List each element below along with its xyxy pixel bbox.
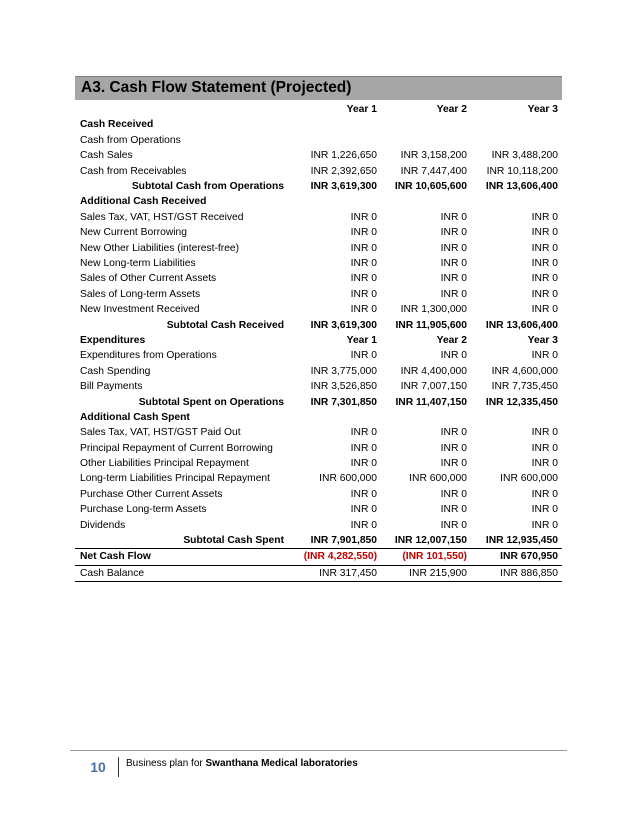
row-value: INR 0 [531,350,558,362]
row-value: INR 0 [440,288,467,300]
table-row [75,487,562,502]
table-row [75,302,562,317]
row-label: New Other Liabilities (interest-free) [80,242,240,254]
empty-cells [288,117,562,132]
row-label: New Investment Received [80,304,200,316]
row-value: INR 3,775,000 [310,365,377,377]
row-value: INR 0 [440,504,467,516]
table-row [75,348,562,363]
row-value: INR 0 [531,211,558,223]
table-row [75,210,562,225]
table-row [75,194,562,209]
row-value: INR 0 [440,427,467,439]
row-value: INR 7,301,850 [310,396,377,408]
table-row [75,148,562,163]
row-value: INR 600,000 [319,473,377,485]
row-value: INR 0 [440,519,467,531]
row-label: Subtotal Cash Spent [183,535,284,547]
footer-divider [70,750,567,751]
cash-flow-table-body [75,102,562,582]
row-value: INR 0 [350,504,377,516]
row-value: (INR 4,282,550) [288,549,381,565]
row-value: INR 7,007,150 [400,381,467,393]
row-value: INR 0 [350,427,377,439]
row-label: Long-term Liabilities Principal Repayment [80,473,271,485]
row-value: INR 0 [440,258,467,269]
table-row [75,256,562,271]
row-label: Additional Cash Received [80,196,207,208]
row-value: INR 12,335,450 [485,396,558,408]
row-value: INR 600,000 [500,473,558,485]
empty-cells [288,133,562,148]
row-label: Subtotal Cash Received [166,319,284,331]
row-value: INR 0 [350,258,377,269]
row-value: INR 12,007,150 [394,535,467,547]
row-label: Cash Received [80,119,154,131]
table-row [75,518,562,533]
row-label: Sales Tax, VAT, HST/GST Received [80,211,244,223]
table-row [75,179,562,194]
row-label: Purchase Other Current Assets [80,488,223,500]
row-value: INR 0 [531,488,558,500]
row-value: INR 0 [531,227,558,239]
row-value: INR 0 [531,304,558,316]
row-value: INR 3,619,300 [310,319,377,331]
row-value: INR 0 [531,458,558,470]
table-row [75,225,562,240]
table-row [75,471,562,486]
year-header: Year 1 [346,104,377,116]
table-row [75,133,562,148]
table-row [75,502,562,517]
table-row [75,549,562,565]
row-value: INR 0 [350,488,377,500]
table-row [75,394,562,409]
header-spacer [75,102,288,117]
page-title: A3. Cash Flow Statement (Projected) [81,79,352,96]
row-value: INR 4,600,000 [491,365,558,377]
table-row [75,241,562,256]
row-label: Sales Tax, VAT, HST/GST Paid Out [80,427,241,439]
row-value: (INR 101,550) [381,549,471,565]
footer-text [126,758,358,769]
row-value: INR 1,300,000 [400,304,467,316]
row-value: INR 7,735,450 [491,381,558,393]
row-value: INR 0 [440,227,467,239]
row-value: Year 2 [436,334,467,346]
table-row [75,533,562,549]
row-value: INR 0 [531,427,558,439]
empty-cells [288,194,562,209]
row-label: Cash Balance [75,565,288,581]
row-label: Subtotal Cash from Operations [131,181,284,193]
row-value: INR 0 [531,519,558,531]
row-value: Year 3 [527,334,558,346]
row-value: INR 0 [531,242,558,254]
row-value: INR 0 [440,211,467,223]
table-row [75,317,562,332]
row-value: INR 3,526,850 [310,381,377,393]
row-value: INR 0 [350,242,377,254]
row-value: INR 3,619,300 [310,181,377,193]
row-label: Purchase Long-term Assets [80,504,207,516]
row-value: INR 10,605,600 [394,181,467,193]
table-row [75,271,562,286]
row-value: INR 1,226,650 [310,150,377,162]
row-value: INR 215,900 [381,565,471,581]
row-value: INR 600,000 [409,473,467,485]
row-value: INR 0 [440,442,467,454]
row-value: INR 0 [350,519,377,531]
row-value: INR 12,935,450 [485,535,558,547]
table-row [75,287,562,302]
row-value: INR 4,400,000 [400,365,467,377]
row-value: INR 0 [531,258,558,269]
table-row [75,410,562,425]
footer-company: Swanthana Medical laboratories [205,758,358,769]
row-value: INR 0 [440,273,467,285]
row-label: Expenditures [80,334,146,346]
row-value: INR 13,606,400 [485,181,558,193]
row-value: Year 1 [346,334,377,346]
row-label: New Long-term Liabilities [80,258,196,269]
row-value: INR 0 [350,227,377,239]
table-row [75,565,562,581]
table-row [75,164,562,179]
row-label: New Current Borrowing [80,227,188,239]
row-value: INR 0 [440,458,467,470]
footer-prefix: Business plan for [126,758,206,769]
row-value: INR 3,488,200 [491,150,558,162]
row-value: INR 0 [350,458,377,470]
row-value: INR 11,905,600 [395,319,467,331]
year-header-row [75,102,562,117]
row-value: INR 7,901,850 [310,535,377,547]
row-value: INR 0 [350,211,377,223]
row-label: Bill Payments [80,381,143,393]
row-label: Dividends [80,519,126,531]
row-label: Cash from Receivables [80,165,187,177]
table-row [75,333,562,348]
row-label: Net Cash Flow [75,549,288,565]
row-value: INR 0 [350,304,377,316]
table-row [75,379,562,394]
row-value: INR 0 [531,442,558,454]
row-value: INR 11,407,150 [395,396,467,408]
row-label: Cash Spending [80,365,151,377]
row-label: Expenditures from Operations [80,350,217,362]
row-value: INR 7,447,400 [400,165,467,177]
row-label: Cash Sales [80,150,133,162]
row-label: Sales of Other Current Assets [80,273,217,285]
row-value: INR 10,118,200 [486,165,558,177]
row-value: INR 0 [440,242,467,254]
row-label: Additional Cash Spent [80,411,190,423]
year-header: Year 2 [436,104,467,116]
page-number: 10 [78,757,119,777]
empty-cells [288,410,562,425]
table-row [75,441,562,456]
table-row [75,117,562,132]
table-row [75,456,562,471]
row-value: INR 0 [440,488,467,500]
table-row [75,425,562,440]
row-label: Cash from Operations [80,134,181,146]
row-value: INR 0 [350,350,377,362]
row-label: Subtotal Spent on Operations [138,396,284,408]
row-value: INR 0 [531,288,558,300]
row-value: INR 0 [350,442,377,454]
row-value: INR 886,850 [471,565,562,581]
year-header: Year 3 [527,104,558,116]
row-label: Principal Repayment of Current Borrowing [80,442,273,454]
row-value: INR 0 [531,504,558,516]
row-value: INR 0 [440,350,467,362]
row-label: Other Liabilities Principal Repayment [80,458,249,470]
row-value: INR 13,606,400 [485,319,558,331]
row-value: INR 0 [350,273,377,285]
cash-flow-table [75,102,562,582]
row-value: INR 2,392,650 [310,165,377,177]
row-value: INR 0 [350,288,377,300]
row-value: INR 317,450 [288,565,381,581]
row-value: INR 0 [531,273,558,285]
table-row [75,364,562,379]
row-value: INR 3,158,200 [400,150,467,162]
section-title-bar [75,76,562,100]
row-value: INR 670,950 [471,549,562,565]
row-label: Sales of Long-term Assets [80,288,201,300]
